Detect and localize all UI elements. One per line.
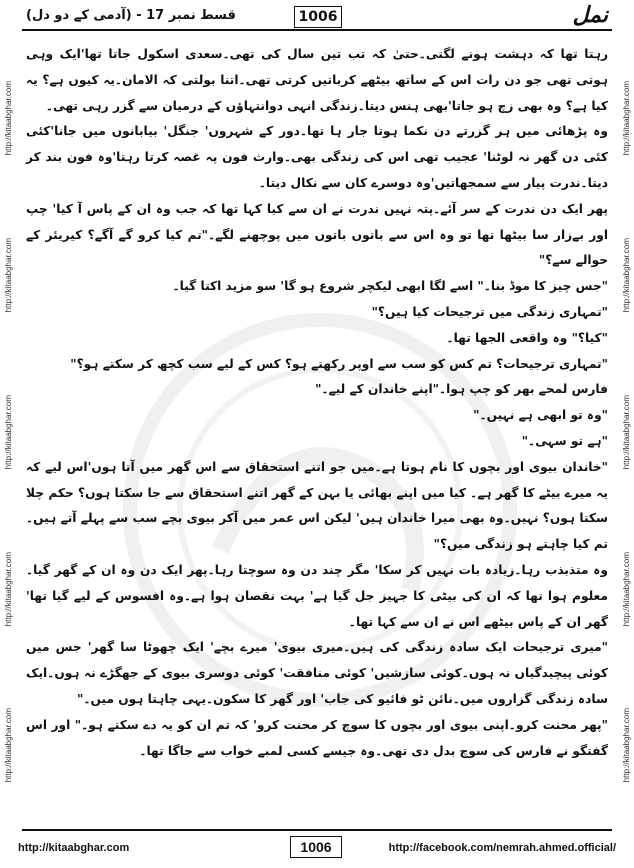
paragraph: "وہ تو ابھی ہے نہیں۔"	[473, 408, 608, 423]
paragraph: "جس چیز کا موڈ بنا۔" اسے لگا ابھی لیکچر شروع ہو گا' سو مزید اکتا گیا۔	[172, 279, 608, 294]
magazine-logo: نمل	[572, 2, 608, 28]
paragraph: رہتا تھا کہ دہشت ہونے لگتی۔حتیٰ کہ تب تین سال کی تھی۔سعدی اسکول جاتا تھا'ایک وہی ہوتی تھی جو دن رات اس کے ساتھ بیٹھے کرباتیں کرتی تھی۔اتنا بولتی کہ الامان۔یہ کیوں ہے؟ یہ کیا ہے؟ وہ بھی زچ ہو جاتا'بھی ہنس دیتا۔زندگی انہی دوانتہاؤں کے درمیان سے گزر رہی تھی۔	[26, 47, 608, 113]
page-number-top: 1006	[294, 6, 342, 28]
paragraph: "پھر محنت کرو۔اپنی بیوی اور بچوں کا سوچ کر محنت کرو' کہ تم ان کو یہ دے سکتے ہو۔" اور اس گفتگو نے فارس کی سوچ بدل دی تھی۔وہ جیسے کسی لمبے خواب سے جاگا تھا۔	[26, 717, 608, 758]
side-url[interactable]: http://kitaabghar.com	[621, 81, 631, 156]
page-number-bottom: 1006	[290, 836, 342, 858]
left-url-strip	[2, 40, 14, 824]
header-rule	[22, 29, 612, 31]
paragraph: "خاندان بیوی اور بچوں کا نام ہوتا ہے۔میں جو اتنے استحقاق سے اس گھر میں آتا ہوں'اس لیے کہ یہ میرے بیٹے کا گھر ہے۔ کیا میں اپنے بھائی یا بہن کے گھر اتنے استحقاق سے جا سکتا ہوں؟ حکم چلا سکتا ہوں؟ نہیں۔وہ بھی میرا خاندان ہیں' لیکن اس عمر میں آکر بیوی بچے سب سے پہلے آتے ہیں۔تم کیا چاہتے ہو زندگی میں؟"	[26, 459, 608, 552]
paragraph: "میری ترجیحات ایک سادہ زندگی کی ہیں۔میری بیوی' میرے بچے' ایک چھوٹا سا گھر' جس میں کوئی پیچیدگیاں نہ ہوں۔کوئی سازشیں' کوئی منافقت' کوئی دوسری بیوی کے جھگڑے نہ ہوں۔ایک سادہ زندگی گزاروں میں۔نائن ٹو فائیو کی جاب' اور گھر کا سکون۔یہی چاہتا ہوں میں۔"	[26, 640, 608, 706]
footer-rule	[22, 829, 612, 831]
paragraph: فارس لمحے بھر کو چپ ہوا۔"اپنے خاندان کے لیے۔"	[315, 382, 608, 397]
paragraph: "کیا؟" وہ واقعی الجھا تھا۔	[446, 330, 608, 345]
side-url[interactable]: http://kitaabghar.com	[621, 551, 631, 626]
paragraph: "ہے تو سہی۔"	[521, 433, 608, 448]
paragraph: وہ متذبذب رہا۔زیادہ بات نہیں کر سکا' مگر چند دن وہ سوچتا رہا۔پھر ایک دن وہ ان کے گھر گیا۔معلوم ہوا تھا کہ ان کی بیٹی کا جہیز جل گیا ہے' بہت نقصان ہوا ہے۔وہ افسوس کے لیے گیا تھا' گھر ان کے پاس بیٹھے اس نے ان سے کہا تھا۔	[26, 562, 608, 629]
side-url[interactable]: http://kitaabghar.com	[3, 238, 13, 313]
paragraph: پھر ایک دن ندرت کے سر آئے۔پتہ نہیں ندرت نے ان سے کیا کہا تھا کہ جب وہ ان کے پاس آ کیا' چپ اور بےزار سا بیٹھا تھا تو وہ اس سے باتوں باتوں میں پوچھنے لگے۔"تم کیا کرو گے آگے؟ کیریئر کے حوالے سے؟"	[26, 201, 608, 268]
side-url[interactable]: http://kitaabghar.com	[3, 81, 13, 156]
side-url[interactable]: http://kitaabghar.com	[3, 394, 13, 470]
paragraph: "تمہاری ترجیحات؟ تم کس کو سب سے اوپر رکھتے ہو؟ کس کے لیے سب کچھ کر سکتے ہو؟"	[70, 356, 608, 371]
episode-title: قسط نمبر 17 - (آدمی کے دو دل)	[26, 8, 236, 23]
right-url-strip	[620, 40, 632, 824]
side-url[interactable]: http://kitaabghar.com	[621, 394, 631, 470]
side-url[interactable]: http://kitaabghar.com	[3, 551, 13, 626]
side-url[interactable]: http://kitaabghar.com	[3, 708, 13, 783]
paragraph: "تمہاری زندگی میں ترجیحات کیا ہیں؟"	[371, 304, 608, 319]
side-url[interactable]: http://kitaabghar.com	[621, 708, 631, 783]
footer-facebook-link[interactable]: http://facebook.com/nemrah.ahmed.official/	[388, 842, 616, 854]
paragraph: وہ پڑھائی میں ہر گزرتے دن نکما ہوتا جار ہا تھا۔دور کے شہروں' جنگل' بیابانوں میں جانا'کئی کئی دن گھر نہ لوٹنا' عجیب تھی اس کی زندگی بھی۔وارث فون پہ غصہ کرتا رہتا'وہ فون بند کر دیتا۔ندرت پیار سے سمجھاتیں'وہ دوسرے کان سے نکال دیتا۔	[26, 124, 608, 190]
side-url[interactable]: http://kitaabghar.com	[621, 238, 631, 313]
footer-site-link[interactable]: http://kitaabghar.com	[18, 842, 130, 854]
article-body	[26, 42, 608, 808]
